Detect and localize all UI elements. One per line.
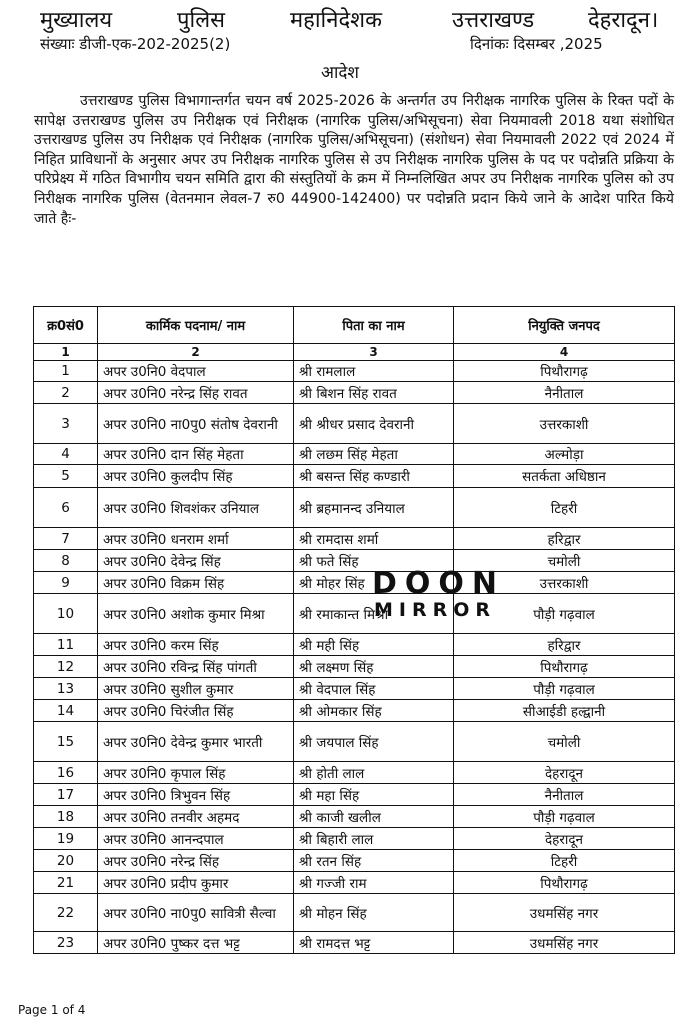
employee-name-cell: अपर उ0नि0 तनवीर अहमद xyxy=(98,806,294,828)
employee-name-cell: अपर उ0नि0 रविन्द्र सिंह पांगती xyxy=(98,656,294,678)
employee-name-cell: अपर उ0नि0 करम सिंह xyxy=(98,634,294,656)
document-title: आदेश xyxy=(321,63,359,83)
employee-name-cell: अपर उ0नि0 त्रिभुवन सिंह xyxy=(98,784,294,806)
posting-district-cell: पौड़ी गढ़वाल xyxy=(454,806,675,828)
father-name-cell: श्री फते सिंह xyxy=(294,550,454,572)
employee-name-cell: अपर उ0नि0 आनन्दपाल xyxy=(98,828,294,850)
table-row xyxy=(34,382,675,404)
employee-name-cell: अपर उ0नि0 विक्रम सिंह xyxy=(98,572,294,594)
reference-number: संख्याः डीजी-एक-202-2025(2) xyxy=(40,35,231,53)
serial-number-cell: 2 xyxy=(34,382,98,404)
serial-number-cell: 10 xyxy=(34,594,98,634)
father-name-cell: श्री वेदपाल सिंह xyxy=(294,678,454,700)
table-row xyxy=(34,572,675,594)
posting-district-cell: उधमसिंह नगर xyxy=(454,894,675,932)
father-name-cell: श्री रमाकान्त मिश्रा xyxy=(294,594,454,634)
column-header: कार्मिक पदनाम/ नाम xyxy=(98,307,294,344)
father-name-cell: श्री लक्ष्मण सिंह xyxy=(294,656,454,678)
table-row xyxy=(34,656,675,678)
posting-district-cell: अल्मोड़ा xyxy=(454,444,675,465)
father-name-cell: श्री बिशन सिंह रावत xyxy=(294,382,454,404)
column-header: क्र0सं0 xyxy=(34,307,98,344)
serial-number-cell: 17 xyxy=(34,784,98,806)
posting-district-cell: पिथौरागढ़ xyxy=(454,656,675,678)
table-row xyxy=(34,634,675,656)
table-row xyxy=(34,361,675,382)
father-name-cell: श्री काजी खलील xyxy=(294,806,454,828)
table-row xyxy=(34,932,675,954)
father-name-cell: श्री महा सिंह xyxy=(294,784,454,806)
father-name-cell: श्री रामलाल xyxy=(294,361,454,382)
employee-name-cell: अपर उ0नि0 कुलदीप सिंह xyxy=(98,465,294,488)
table-row xyxy=(34,678,675,700)
watermark-line2: MIRROR xyxy=(374,599,497,621)
table-row xyxy=(34,784,675,806)
employee-name-cell: अपर उ0नि0 देवेन्द्र सिंह xyxy=(98,550,294,572)
father-name-cell: श्री ब्रहमानन्द उनियाल xyxy=(294,488,454,528)
serial-number-cell: 3 xyxy=(34,404,98,444)
table-row xyxy=(34,404,675,444)
serial-number-cell: 4 xyxy=(34,444,98,465)
father-name-cell: श्री होती लाल xyxy=(294,762,454,784)
table-row xyxy=(34,528,675,550)
header-police: पुलिस xyxy=(177,8,225,33)
father-name-cell: श्री बसन्त सिंह कण्डारी xyxy=(294,465,454,488)
table-row xyxy=(34,444,675,465)
column-header: नियुक्ति जनपद xyxy=(454,307,675,344)
posting-district-cell: नैनीताल xyxy=(454,382,675,404)
employee-name-cell: अपर उ0नि0 दान सिंह मेहता xyxy=(98,444,294,465)
posting-district-cell: टिहरी xyxy=(454,850,675,872)
posting-district-cell: पौड़ी गढ़वाल xyxy=(454,594,675,634)
employee-name-cell: अपर उ0नि0 चिरंजीत सिंह xyxy=(98,700,294,722)
serial-number-cell: 8 xyxy=(34,550,98,572)
header-dg: महानिदेशक xyxy=(290,8,382,33)
serial-number-cell: 18 xyxy=(34,806,98,828)
table-row xyxy=(34,594,675,634)
table-row xyxy=(34,872,675,894)
posting-district-cell: पौड़ी गढ़वाल xyxy=(454,678,675,700)
father-name-cell: श्री रतन सिंह xyxy=(294,850,454,872)
employee-name-cell: अपर उ0नि0 अशोक कुमार मिश्रा xyxy=(98,594,294,634)
posting-district-cell: देहरादून xyxy=(454,828,675,850)
father-name-cell: श्री मोहर सिंह xyxy=(294,572,454,594)
father-name-cell: श्री गज्जी राम xyxy=(294,872,454,894)
posting-district-cell: नैनीताल xyxy=(454,784,675,806)
watermark-line1: DOON xyxy=(372,566,506,601)
header-city: देहरादून। xyxy=(588,8,659,33)
father-name-cell: श्री मही सिंह xyxy=(294,634,454,656)
posting-district-cell: उधमसिंह नगर xyxy=(454,932,675,954)
column-number-row xyxy=(34,344,675,361)
serial-number-cell: 22 xyxy=(34,894,98,932)
employee-name-cell: अपर उ0नि0 धनराम शर्मा xyxy=(98,528,294,550)
column-number: 3 xyxy=(294,344,454,361)
father-name-cell: श्री ओमकार सिंह xyxy=(294,700,454,722)
promotion-table xyxy=(33,306,675,954)
table-header xyxy=(34,307,675,344)
employee-name-cell: अपर उ0नि0 पुष्कर दत्त भट्ट xyxy=(98,932,294,954)
table-row xyxy=(34,465,675,488)
serial-number-cell: 14 xyxy=(34,700,98,722)
father-name-cell: श्री मोहन सिंह xyxy=(294,894,454,932)
table-row xyxy=(34,850,675,872)
table-row xyxy=(34,806,675,828)
posting-district-cell: उत्तरकाशी xyxy=(454,572,675,594)
table-row xyxy=(34,894,675,932)
posting-district-cell: सीआईडी हल्द्वानी xyxy=(454,700,675,722)
serial-number-cell: 19 xyxy=(34,828,98,850)
column-number: 2 xyxy=(98,344,294,361)
serial-number-cell: 12 xyxy=(34,656,98,678)
table-body xyxy=(34,344,675,954)
header-office: मुख्यालय xyxy=(40,8,113,33)
employee-name-cell: अपर उ0नि0 प्रदीप कुमार xyxy=(98,872,294,894)
serial-number-cell: 11 xyxy=(34,634,98,656)
serial-number-cell: 7 xyxy=(34,528,98,550)
table-row xyxy=(34,722,675,762)
posting-district-cell: सतर्कता अधिष्ठान xyxy=(454,465,675,488)
table-row xyxy=(34,700,675,722)
posting-district-cell: पिथौरागढ़ xyxy=(454,361,675,382)
serial-number-cell: 16 xyxy=(34,762,98,784)
father-name-cell: श्री श्रीधर प्रसाद देवरानी xyxy=(294,404,454,444)
employee-name-cell: अपर उ0नि0 नरेन्द्र सिंह xyxy=(98,850,294,872)
serial-number-cell: 21 xyxy=(34,872,98,894)
table-row xyxy=(34,762,675,784)
posting-district-cell: टिहरी xyxy=(454,488,675,528)
employee-name-cell: अपर उ0नि0 वेदपाल xyxy=(98,361,294,382)
table-row xyxy=(34,550,675,572)
serial-number-cell: 1 xyxy=(34,361,98,382)
posting-district-cell: पिथौरागढ़ xyxy=(454,872,675,894)
column-number: 1 xyxy=(34,344,98,361)
posting-district-cell: देहरादून xyxy=(454,762,675,784)
table-row xyxy=(34,488,675,528)
posting-district-cell: हरिद्वार xyxy=(454,528,675,550)
order-paragraph: उत्तराखण्ड पुलिस विभागान्तर्गत चयन वर्ष 2025-2026 के अन्तर्गत उप निरीक्षक नागरिक पुलिस के रिक्त पदों के सापेक्ष उत्तराखण्ड पुलिस उप निरीक्षक एवं निरीक्षक (नागरिक पुलिस/अभिसूचना) सेवा नियमावली 2018 यथा संशोधित उत्तराखण्ड पुलिस उप निरीक्षक एवं निरीक्षक (नागरिक पुलिस/अभिसूचना) (संशोधन) सेवा नियमावली 2022 एवं 2024 में निहित प्राविधानों के अनुसार अपर उप निरीक्षक नागरिक पुलिस से उप निरीक्षक नागरिक पुलिस के पद पर पदोन्नति प्रक्रिया के परिप्रेक्ष्य में गठित विभागीय चयन समिति द्वारा की संस्तुतियों के क्रम में निम्नलिखित अपर उप निरीक्षक नागरिक पुलिस को उप निरीक्षक नागरिक पुलिस (वेतनमान लेवल-7 रु0 44900-142400) पर पदोन्नति प्रदान किये जाने के आदेश पारित किये जाते हैः- xyxy=(34,93,674,227)
header-state: उत्तराखण्ड xyxy=(452,8,535,33)
employee-name-cell: अपर उ0नि0 ना0पु0 सावित्री सैल्वा xyxy=(98,894,294,932)
serial-number-cell: 15 xyxy=(34,722,98,762)
father-name-cell: श्री लछम सिंह मेहता xyxy=(294,444,454,465)
father-name-cell: श्री रामदास शर्मा xyxy=(294,528,454,550)
posting-district-cell: चमोली xyxy=(454,722,675,762)
serial-number-cell: 6 xyxy=(34,488,98,528)
order-date: दिनांकः दिसम्बर ,2025 xyxy=(470,35,603,53)
page-number: Page 1 of 4 xyxy=(18,1003,86,1017)
father-name-cell: श्री जयपाल सिंह xyxy=(294,722,454,762)
employee-name-cell: अपर उ0नि0 शिवशंकर उनियाल xyxy=(98,488,294,528)
column-header: पिता का नाम xyxy=(294,307,454,344)
posting-district-cell: हरिद्वार xyxy=(454,634,675,656)
table-row xyxy=(34,828,675,850)
employee-name-cell: अपर उ0नि0 नरेन्द्र सिंह रावत xyxy=(98,382,294,404)
employee-name-cell: अपर उ0नि0 देवेन्द्र कुमार भारती xyxy=(98,722,294,762)
serial-number-cell: 23 xyxy=(34,932,98,954)
employee-name-cell: अपर उ0नि0 सुशील कुमार xyxy=(98,678,294,700)
serial-number-cell: 9 xyxy=(34,572,98,594)
posting-district-cell: उत्तरकाशी xyxy=(454,404,675,444)
column-number: 4 xyxy=(454,344,675,361)
serial-number-cell: 13 xyxy=(34,678,98,700)
posting-district-cell: चमोली xyxy=(454,550,675,572)
father-name-cell: श्री रामदत्त भट्ट xyxy=(294,932,454,954)
serial-number-cell: 5 xyxy=(34,465,98,488)
father-name-cell: श्री बिहारी लाल xyxy=(294,828,454,850)
employee-name-cell: अपर उ0नि0 कृपाल सिंह xyxy=(98,762,294,784)
employee-name-cell: अपर उ0नि0 ना0पु0 संतोष देवरानी xyxy=(98,404,294,444)
serial-number-cell: 20 xyxy=(34,850,98,872)
